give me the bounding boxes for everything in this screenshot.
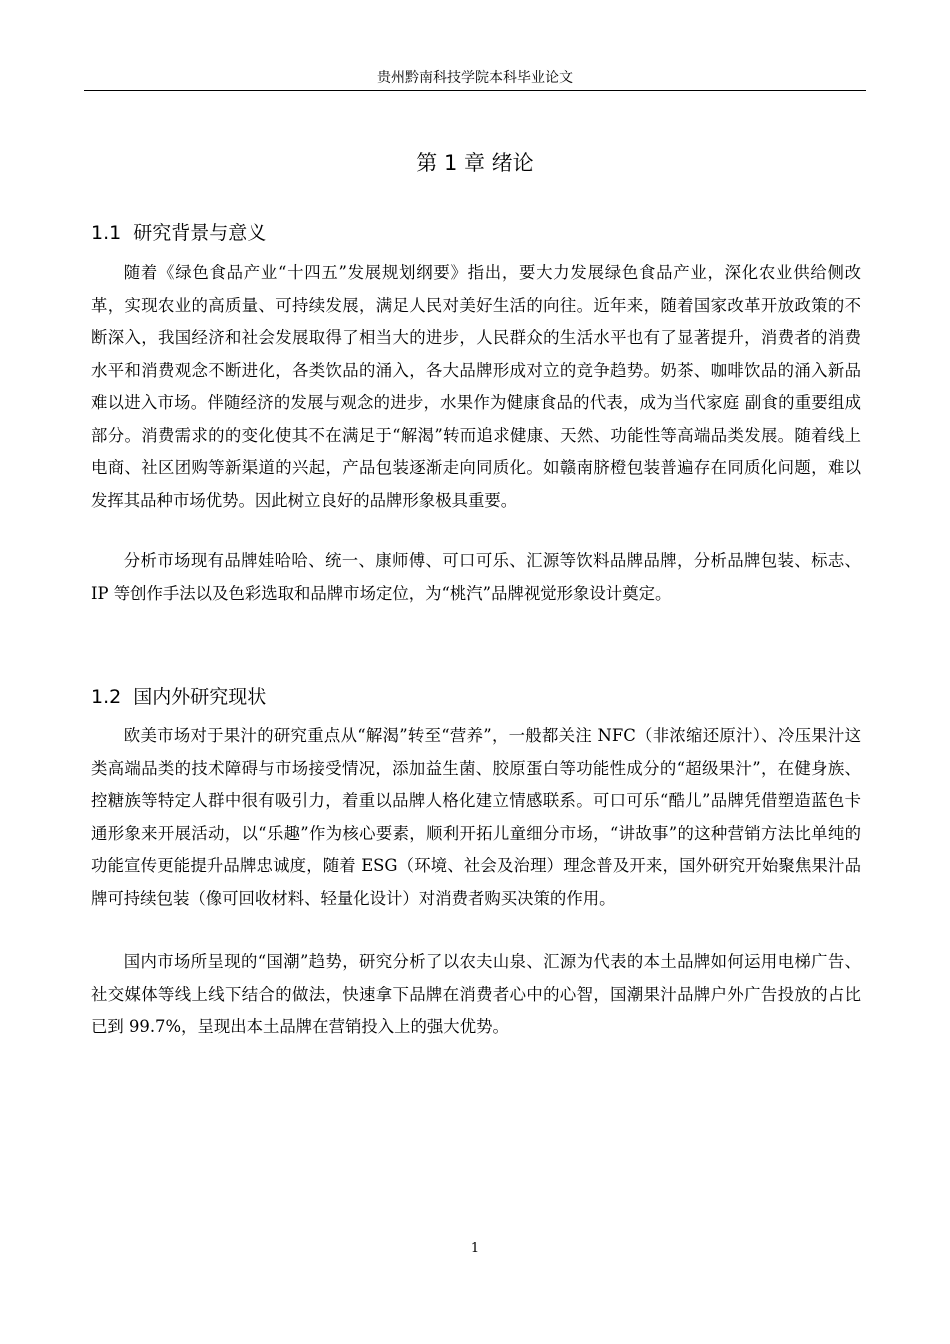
section-title-text: 国内外研究现状 — [133, 686, 267, 708]
paragraph: 随着《绿色食品产业“十四五”发展规划纲要》指出，要大力发展绿色食品产业，深化农业供给侧改革，实现农业的高质量、可持续发展，满足人民对美好生活的向往。近年来，随着国家改革开放政策的不断深入，我国经济和社会发展取得了相当大的进步，人民群众的生活水平也有了显著提升，消费者的消费水平和消费观念不断进化，各类饮品的涌入，各大品牌形成对立的竞争趋势。奶茶、咖啡饮品的涌入新品难以进入市场。伴随经济的发展与观念的进步，水果作为健康食品的代表，成为当代家庭 副食的重要组成部分。消费需求的的变化使其不在满足于“解渴”转而追求健康、天然、功能性等高端品类发展。随着线上电商、社区团购等新渠道的兴起，产品包装逐渐走向同质化。如赣南脐橙包装普遍存在同质化问题，难以发挥其品种市场优势。因此树立良好的品牌形象极具重要。 — [91, 263, 861, 510]
section-heading-1-2 — [91, 683, 266, 711]
paragraph: 国内市场所呈现的“国潮”趋势，研究分析了以农夫山泉、汇源为代表的本土品牌如何运用电梯广告、社交媒体等线上线下结合的做法，快速拿下品牌在消费者心中的心智，国潮果汁品牌户外广告投放的占比已到 99.7%，呈现出本土品牌在营销投入上的强大优势。 — [91, 952, 861, 1036]
section-heading-1-1 — [91, 219, 266, 247]
chapter-title: 第 1 章 绪论 — [416, 151, 534, 175]
section-title-text: 研究背景与意义 — [133, 222, 267, 244]
header-divider — [84, 90, 866, 91]
page-number: 1 — [470, 1241, 480, 1256]
section-number: 1.2 — [91, 686, 122, 708]
section-number: 1.1 — [91, 222, 122, 244]
paragraph: 欧美市场对于果汁的研究重点从“解渴”转至“营养”，一般都关注 NFC（非浓缩还原汁）、冷压果汁这类高端品类的技术障碍与市场接受情况，添加益生菌、胶原蛋白等功能性成分的“超级果汁”，在健身族、控糖族等特定人群中很有吸引力，着重以品牌人格化建立情感联系。可口可乐“酷儿”品牌凭借塑造蓝色卡通形象来开展活动，以“乐趣”作为核心要素，顺利开拓儿童细分市场，“讲故事”的这种营销方法比单纯的功能宣传更能提升品牌忠诚度，随着 ESG（环境、社会及治理）理念普及开来，国外研究开始聚焦果汁品牌可持续包装（像可回收材料、轻量化设计）对消费者购买决策的作用。 — [91, 726, 861, 908]
header-title: 贵州黔南科技学院本科毕业论文 — [377, 70, 573, 86]
paragraph: 分析市场现有品牌娃哈哈、统一、康师傅、可口可乐、汇源等饮料品牌品牌，分析品牌包装、标志、IP 等创作手法以及色彩选取和品牌市场定位，为“桃汽”品牌视觉形象设计奠定。 — [91, 551, 861, 603]
